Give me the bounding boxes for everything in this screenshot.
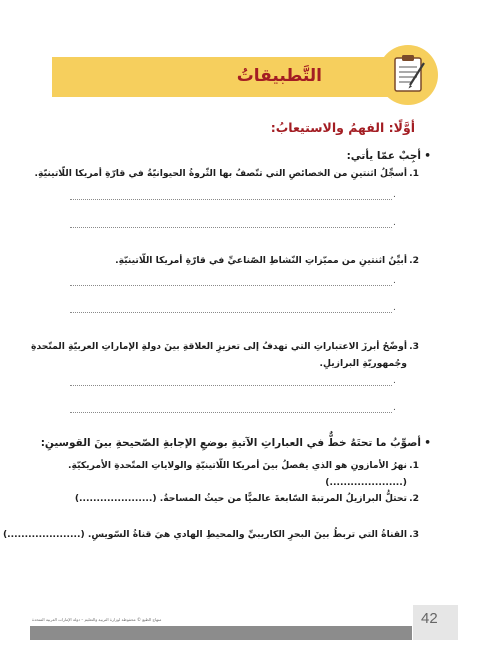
page-number-box — [413, 605, 458, 640]
answer-line-marker: . — [393, 403, 396, 413]
question-text-line2: وجُمهوريّةِ البرازيلِ. — [319, 358, 407, 369]
item-text[interactable]: نهرُ الأمازونِ هو الذي يفصلُ بينَ أمريكا اللّاتينيّةِ والولاياتِ المتّحدةِ الأمريكيّةِ. (.....................) — [68, 460, 407, 488]
question-number: 1. — [409, 168, 419, 179]
item-number: 2. — [409, 493, 419, 504]
answer-line[interactable] — [70, 199, 392, 200]
question-3 — [31, 338, 419, 372]
answer-line-marker: . — [393, 376, 396, 386]
answer-line[interactable] — [70, 385, 392, 386]
clipboard-icon — [378, 45, 438, 105]
section-heading: أوَّلًا: الفهمُ والاستيعابُ: — [270, 120, 415, 135]
footer-copyright: منهاج الطبع © محفوظة لوزارة التربية والتعليم – دولة الإمارات العربية المتحدة — [32, 617, 162, 622]
answer-line-marker: . — [393, 218, 396, 228]
instruction-text: أصوِّبُ ما تحتَهُ خطٌّ في العباراتِ الآتيةِ بوضعِ الإجابةِ الصّحيحةِ بينَ القوسينِ: — [40, 437, 421, 449]
answer-line[interactable] — [70, 412, 392, 413]
correction-item-2 — [74, 490, 419, 507]
instruction-correct — [40, 437, 431, 449]
bullet-dot: • — [424, 437, 431, 449]
question-text-line1: أوضّحُ أبرزَ الاعتباراتِ التي تهدفُ إلى تعزيزِ العلاقةِ بينَ دولةِ الإماراتِ العربيّةِ المتّحدةِ — [31, 341, 407, 352]
item-text[interactable]: تحتلُّ البرازيلُ المرتبةَ السّابعةَ عالميًّا من حيثُ المساحةُ. (.....................) — [74, 493, 407, 504]
item-number: 1. — [409, 460, 419, 471]
question-1 — [34, 165, 419, 182]
item-text[interactable]: القناةُ التي تربطُ بينَ البحرِ الكاريبيِّ والمحيطِ الهادي هيَ قناةُ السّويسِ. (.....................) — [2, 529, 407, 540]
answer-line-marker: . — [393, 303, 396, 313]
question-number: 3. — [409, 341, 419, 352]
bullet-dot: • — [424, 150, 431, 162]
question-text: أسجِّلُ اثنتينِ من الخصائصِ التي تتّصفُ بها الثّروةُ الحيوانيّةُ في قارّةِ أمريكا اللّاتينيّةِ. — [34, 168, 407, 179]
instruction-answer — [346, 150, 431, 162]
header-banner — [52, 57, 414, 97]
answer-line-marker: . — [393, 190, 396, 200]
answer-line[interactable] — [70, 285, 392, 286]
correction-item-3 — [2, 526, 419, 543]
answer-line[interactable] — [70, 227, 392, 228]
question-2 — [115, 252, 419, 269]
answer-line-marker: . — [393, 276, 396, 286]
footer-bar — [30, 626, 412, 640]
page-title: التَّطبيقاتُ — [236, 66, 322, 86]
answer-line[interactable] — [70, 312, 392, 313]
item-number: 3. — [409, 529, 419, 540]
page-number: 42 — [421, 610, 438, 627]
question-number: 2. — [409, 255, 419, 266]
correction-item-1 — [0, 457, 419, 491]
instruction-text: أجِبْ عمّا يأتي: — [346, 150, 421, 162]
question-text: أبيِّنُ اثنتينِ من مميّزاتِ النّشاطِ الصّناعيِّ في قارّةِ أمريكا اللّاتينيّةِ. — [115, 255, 407, 266]
